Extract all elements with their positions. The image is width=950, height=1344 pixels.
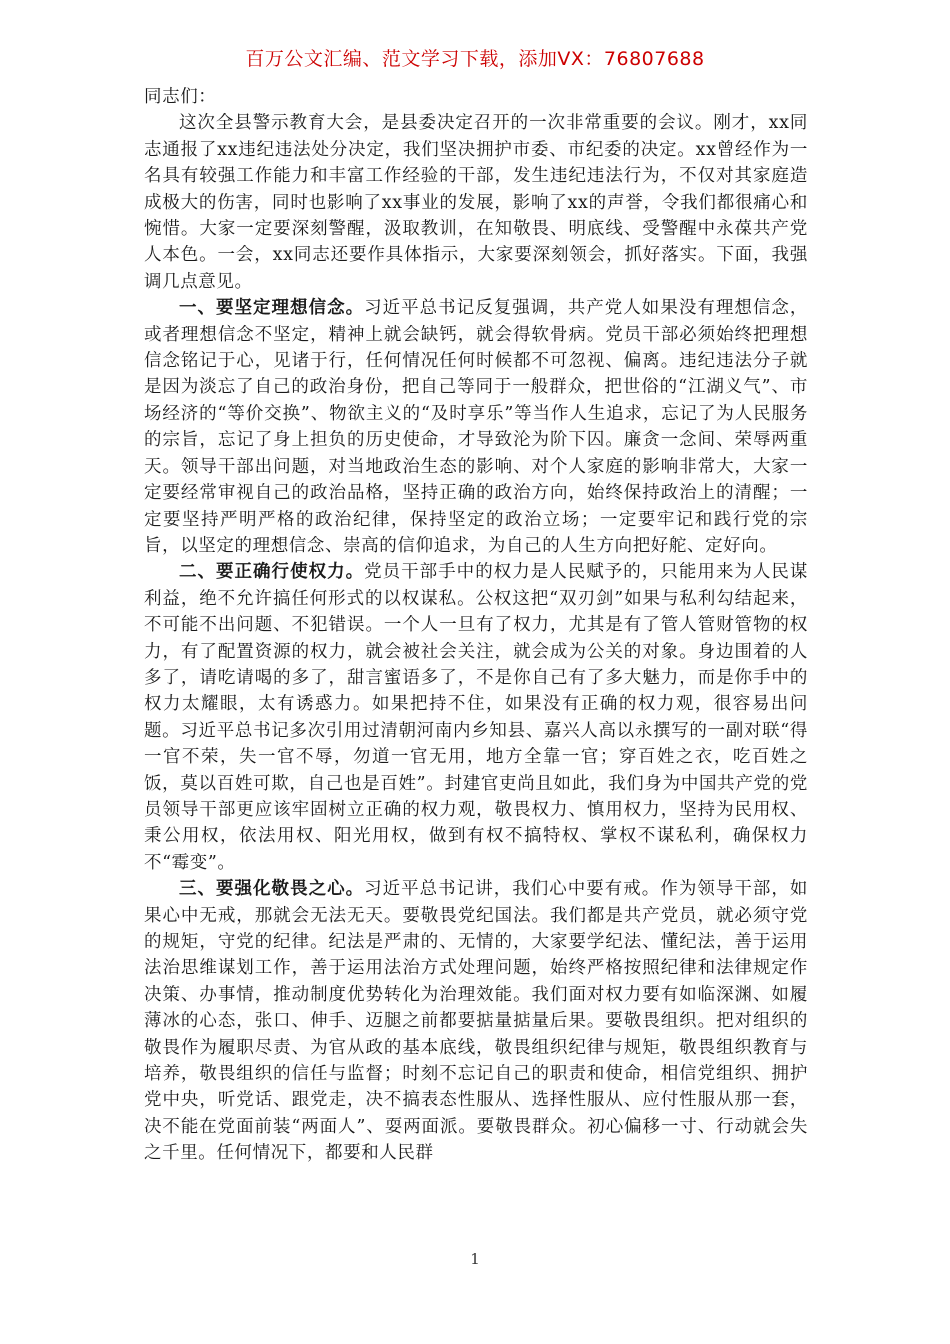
section-paragraph bbox=[144, 295, 808, 559]
section-heading: 一、要坚定理想信念。 bbox=[179, 298, 365, 319]
salutation: 同志们： bbox=[144, 87, 217, 107]
section-heading: 三、要强化敬畏之心。 bbox=[179, 879, 365, 900]
section-paragraph bbox=[144, 876, 808, 1166]
document-body bbox=[144, 84, 808, 1167]
section-body: 习近平总书记反复强调，共产党人如果没有理想信念，或者理想信念不坚定，精神上就会缺钙，就会得软骨病。党员干部必须始终把理想信念铭记于心，见诸于行，任何情况任何时候都不可忽视、偏离。违纪违法分子就是因为淡忘了自己的政治身份，把自己等同于一般群众，把世俗的“江湖义气”、市场经济的“等价交换”、物欲主义的“及时享乐”等当作人生追求，忘记了为人民服务的宗旨，忘记了身上担负的历史使命，才导致沦为阶下囚。廉贪一念间、荣辱两重天。领导干部出问题，对当地政治生态的影响、对个人家庭的影响非常大，大家一定要经常审视自己的政治品格，坚持正确的政治方向，始终保持政治上的清醒；一定要坚持严明严格的政治纪律，保持坚定的政治立场；一定要牢记和践行党的宗旨，以坚定的理想信念、崇高的信仰追求，为自己的人生方向把好舵、定好向。 bbox=[144, 298, 808, 556]
intro-paragraph: 这次全县警示教育大会，是县委决定召开的一次非常重要的会议。刚才，xx同志通报了xx违纪违法处分决定，我们坚决拥护市委、市纪委的决定。xx曾经作为一名具有较强工作能力和丰富工作经验的干部，发生违纪违法行为，不仅对其家庭造成极大的伤害，同时也影响了xx事业的发展，影响了xx的声誉，令我们都很痛心和惋惜。大家一定要深刻警醒，汲取教训，在知敬畏、明底线、受警醒中永葆共产党人本色。一会，xx同志还要作具体指示，大家要深刻领会，抓好落实。下面，我强调几点意见。 bbox=[144, 113, 808, 292]
section-body: 习近平总书记讲，我们心中要有戒。作为领导干部，如果心中无戒，那就会无法无天。要敬畏党纪国法。我们都是共产党员，就必须守党的规矩，守党的纪律。纪法是严肃的、无情的，大家要学纪法、懂纪法，善于运用法治思维谋划工作，善于运用法治方式处理问题，始终严格按照纪律和法律规定作决策、办事情，推动制度优势转化为治理效能。我们面对权力要有如临深渊、如履薄冰的心态，张口、伸手、迈腿之前都要掂量掂量后果。要敬畏组织。把对组织的敬畏作为履职尽责、为官从政的基本底线，敬畏组织纪律与规矩，敬畏组织教育与培养，敬畏组织的信任与监督；时刻不忘记自己的职责和使命，相信党组织、拥护党中央，听党话、跟党走，决不搞表态性服从、选择性服从、应付性服从那一套，决不能在党面前装“两面人”、耍两面派。要敬畏群众。初心偏移一寸、行动就会失之千里。任何情况下，都要和人民群 bbox=[144, 879, 808, 1164]
section-heading: 二、要正确行使权力。 bbox=[179, 562, 365, 583]
section-body: 党员干部手中的权力是人民赋予的，只能用来为人民谋利益，绝不允许搞任何形式的以权谋私。公权这把“双刃剑”如果与私利勾结起来，不可能不出问题、不犯错误。一个人一旦有了权力，尤其是有了管人管财管物的权力，有了配置资源的权力，就会被社会关注，就会成为公关的对象。身边围着的人多了，请吃请喝的多了，甜言蜜语多了，不是你自己有了多大魅力，而是你手中的权力太耀眼，太有诱惑力。如果把持不住，如果没有正确的权力观，很容易出问题。习近平总书记多次引用过清朝河南内乡知县、嘉兴人高以永撰写的一副对联“得一官不荣，失一官不辱，勿道一官无用，地方全靠一官；穿百姓之衣，吃百姓之饭，莫以百姓可欺，自己也是百姓”。封建官吏尚且如此，我们身为中国共产党的党员领导干部更应该牢固树立正确的权力观，敬畏权力、慎用权力，坚持为民用权、秉公用权，依法用权、阳光用权，做到有权不搞特权、掌权不谋私利，确保权力不“霉变”。 bbox=[144, 562, 808, 873]
document-header-banner: 百万公文汇编、范文学习下载，添加VX：76807688 bbox=[245, 48, 705, 70]
page-number: 1 bbox=[470, 1250, 480, 1268]
section-paragraph bbox=[144, 559, 808, 876]
